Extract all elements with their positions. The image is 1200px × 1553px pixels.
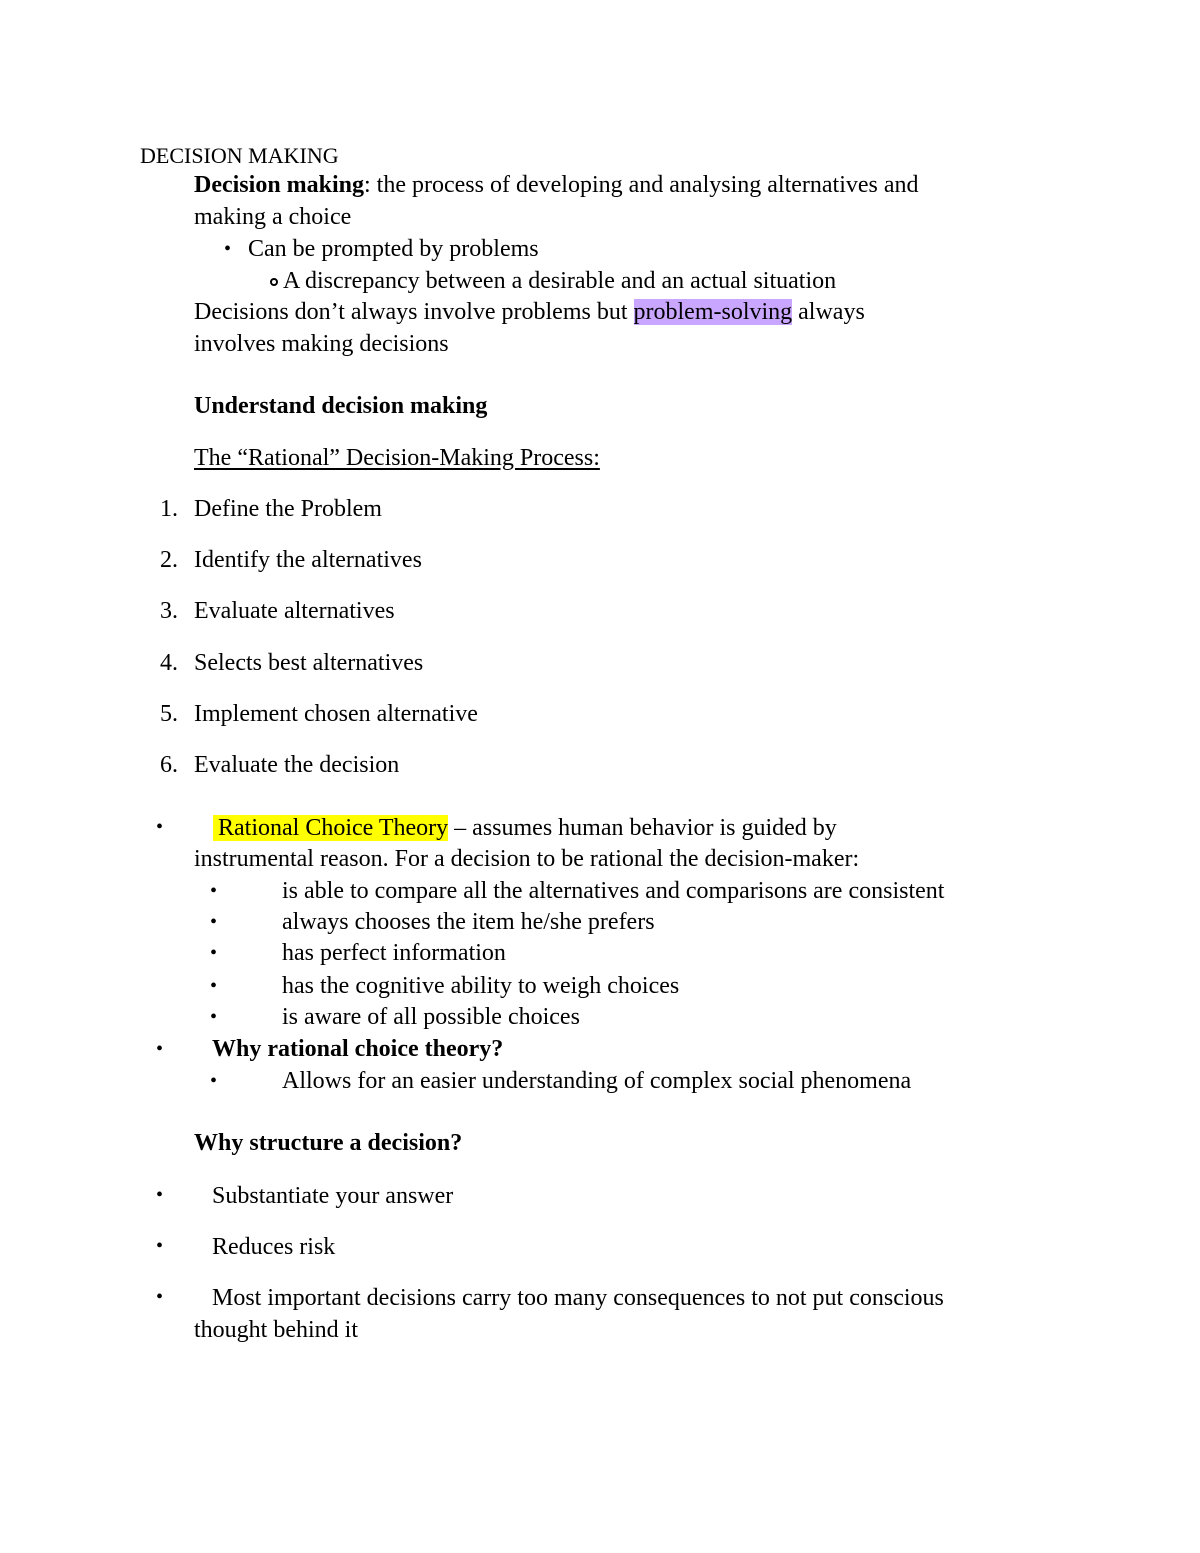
- definition-line-1: [194, 170, 919, 201]
- step-number: 3.: [160, 598, 178, 624]
- definition-line-2: making a choice: [194, 204, 352, 230]
- bullet-icon: •: [210, 1070, 218, 1092]
- note-line-1: Decisions don’t always involve problems but problem-solving always: [194, 299, 865, 325]
- step-number: 5.: [160, 701, 178, 727]
- step-text: Evaluate alternatives: [194, 598, 395, 624]
- definition-text: : the process of developing and analysing alternatives and: [364, 172, 919, 198]
- hollow-bullet-icon: [270, 278, 278, 286]
- note-line-2: involves making decisions: [194, 331, 449, 357]
- highlight-rational-choice-theory: Rational Choice Theory: [213, 815, 448, 841]
- bullet-icon: •: [156, 1235, 164, 1257]
- rct-line-2: instrumental reason. For a decision to be rational the decision-maker:: [194, 846, 860, 872]
- rct-item: has the cognitive ability to weigh choices: [282, 973, 680, 999]
- bullet-icon: •: [210, 911, 218, 933]
- step-text: Evaluate the decision: [194, 752, 400, 778]
- definition-bullet: Can be prompted by problems: [248, 236, 539, 262]
- step-number: 2.: [160, 547, 178, 573]
- definition-term: Decision making: [194, 172, 365, 198]
- document-title: DECISION MAKING: [140, 143, 339, 168]
- structure-item: Substantiate your answer: [212, 1183, 454, 1209]
- bullet-icon: •: [210, 1006, 218, 1028]
- step-number: 4.: [160, 650, 178, 676]
- structure-item-continuation: thought behind it: [194, 1317, 358, 1343]
- bullet-icon: •: [156, 1184, 164, 1206]
- structure-item: Reduces risk: [212, 1234, 336, 1260]
- rct-item: always chooses the item he/she prefers: [282, 909, 655, 935]
- rct-item: has perfect information: [282, 940, 506, 966]
- step-number: 6.: [160, 752, 178, 778]
- bullet-icon: •: [156, 1286, 164, 1308]
- bullet-icon: •: [156, 816, 164, 838]
- bullet-icon: •: [210, 942, 218, 964]
- rct-line-1: Rational Choice Theory – assumes human behavior is guided by: [213, 813, 837, 844]
- bullet-icon: •: [224, 238, 232, 260]
- bullet-icon: •: [210, 975, 218, 997]
- rct-why-item: Allows for an easier understanding of complex social phenomena: [282, 1068, 912, 1094]
- step-number: 1.: [160, 496, 178, 522]
- step-text: Selects best alternatives: [194, 650, 424, 676]
- rct-item: is aware of all possible choices: [282, 1004, 580, 1030]
- bullet-icon: •: [156, 1038, 164, 1060]
- definition-sub-bullet: A discrepancy between a desirable and an actual situation: [283, 268, 837, 294]
- bullet-icon: •: [210, 880, 218, 902]
- step-text: Define the Problem: [194, 496, 382, 522]
- section-heading-structure: Why structure a decision?: [194, 1130, 463, 1156]
- rct-why-heading: Why rational choice theory?: [212, 1036, 504, 1062]
- step-text: Implement chosen alternative: [194, 701, 478, 727]
- section-heading-understand: Understand decision making: [194, 393, 488, 419]
- structure-item: Most important decisions carry too many consequences to not put conscious: [212, 1285, 944, 1311]
- rct-item: is able to compare all the alternatives and comparisons are consistent: [282, 878, 945, 904]
- step-text: Identify the alternatives: [194, 547, 422, 573]
- section-subheading-process: The “Rational” Decision-Making Process:: [194, 445, 600, 471]
- highlight-problem-solving: problem-solving: [633, 299, 793, 325]
